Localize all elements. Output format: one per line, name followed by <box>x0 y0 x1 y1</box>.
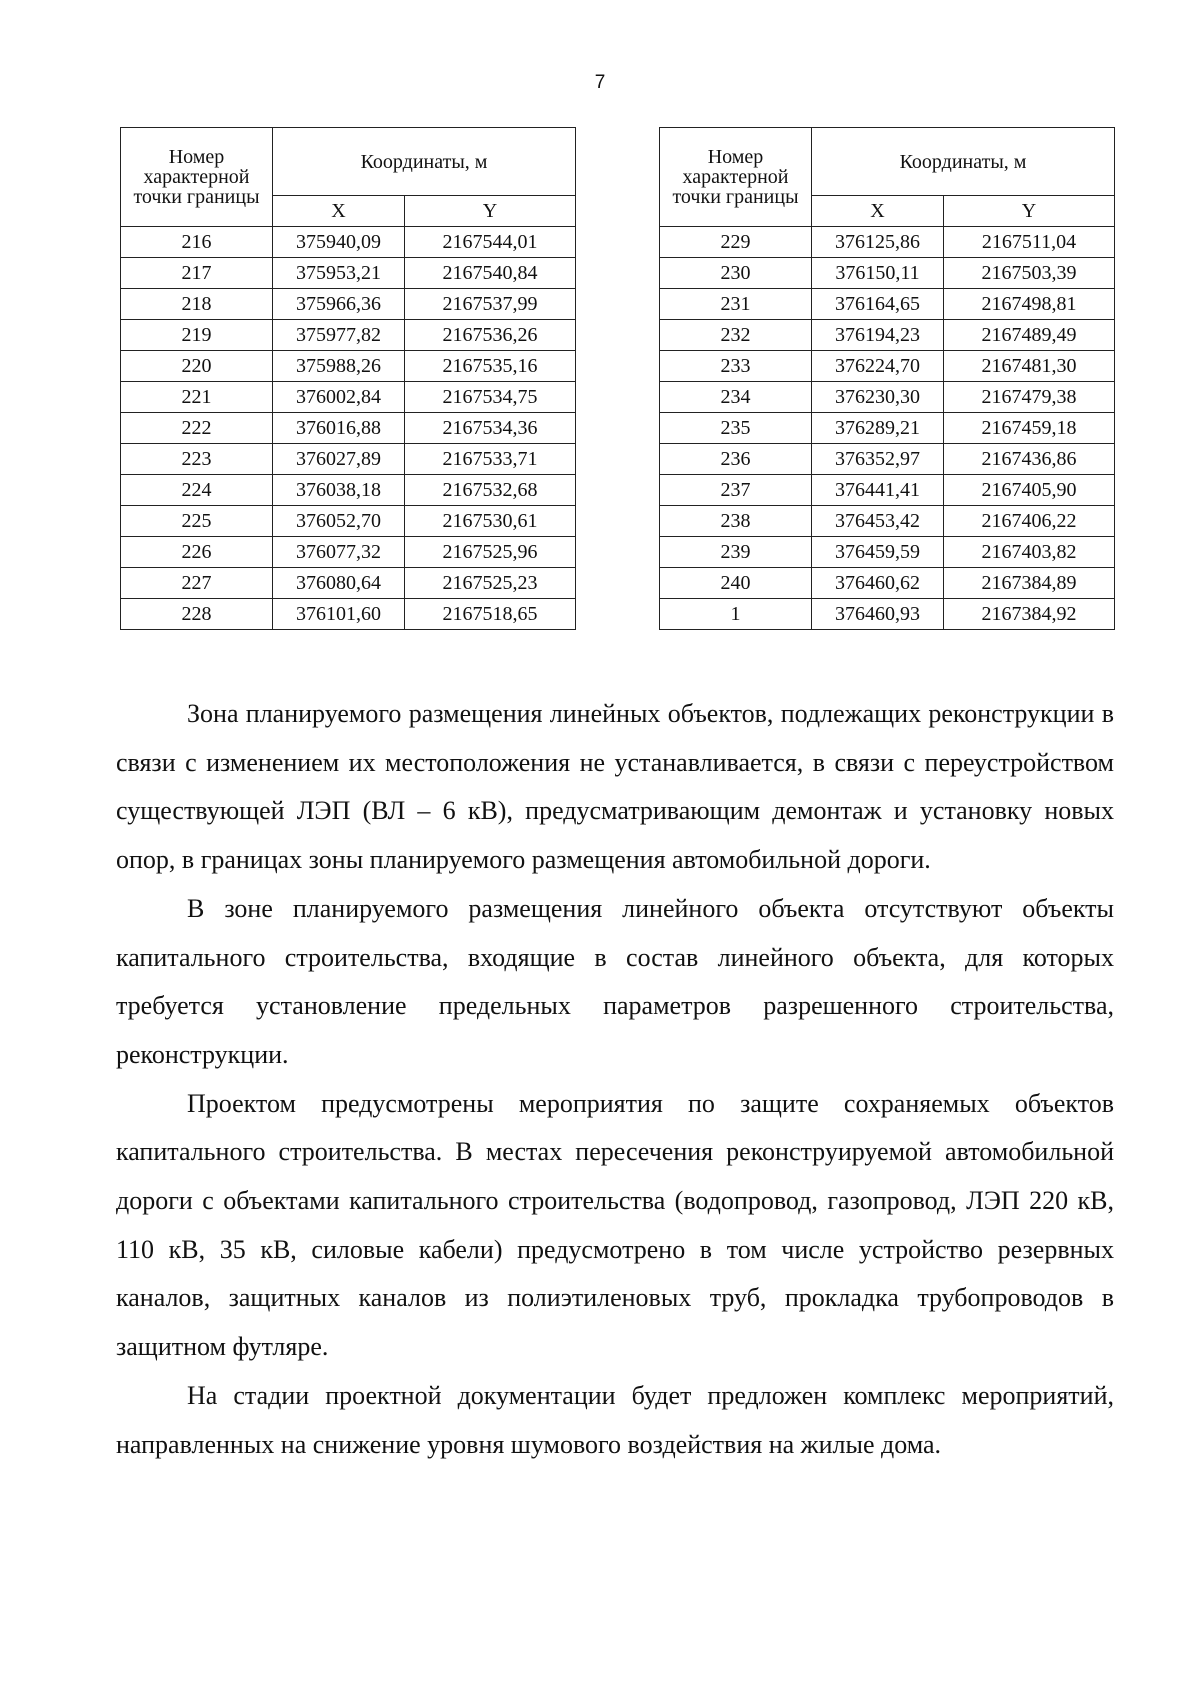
header-x: X <box>273 196 405 227</box>
point-number-cell: 217 <box>121 258 273 289</box>
header-coordinates: Координаты, м <box>812 128 1115 196</box>
y-coordinate-cell: 2167534,75 <box>405 382 576 413</box>
y-coordinate-cell: 2167384,89 <box>944 568 1115 599</box>
y-coordinate-cell: 2167511,04 <box>944 227 1115 258</box>
header-coordinates: Координаты, м <box>273 128 576 196</box>
table-row <box>121 444 576 475</box>
coordinates-table-right <box>659 127 1115 630</box>
table-row <box>121 599 576 630</box>
point-number-cell: 232 <box>660 320 812 351</box>
point-number-cell: 236 <box>660 444 812 475</box>
x-coordinate-cell: 376077,32 <box>273 537 405 568</box>
paragraph: Проектом предусмотрены мероприятия по защите сохраняемых объектов капитального строительства. В местах пересечения реконструируемой автомобильной дороги с объектами капитального строительства (водопровод, газопровод, ЛЭП 220 кВ, 110 кВ, 35 кВ, силовые кабели) предусмотрено в том числе устройство резервных каналов, защитных каналов из полиэтиленовых труб, прокладка трубопроводов в защитном футляре. <box>116 1088 1114 1362</box>
point-number-cell: 224 <box>121 475 273 506</box>
y-coordinate-cell: 2167532,68 <box>405 475 576 506</box>
point-number-cell: 230 <box>660 258 812 289</box>
paragraph: В зоне планируемого размещения линейного объекта отсутствуют объекты капитального строительства, входящие в состав линейного объекта, для которых требуется установление предельных параметров разрешенного строительства, реконструкции. <box>116 893 1114 1069</box>
point-number-cell: 226 <box>121 537 273 568</box>
table-row <box>121 506 576 537</box>
x-coordinate-cell: 375966,36 <box>273 289 405 320</box>
point-number-cell: 219 <box>121 320 273 351</box>
y-coordinate-cell: 2167384,92 <box>944 599 1115 630</box>
table-row <box>121 258 576 289</box>
y-coordinate-cell: 2167498,81 <box>944 289 1115 320</box>
table-row <box>660 413 1115 444</box>
table-row <box>121 537 576 568</box>
point-number-cell: 216 <box>121 227 273 258</box>
y-coordinate-cell: 2167533,71 <box>405 444 576 475</box>
x-coordinate-cell: 375977,82 <box>273 320 405 351</box>
table-row <box>121 320 576 351</box>
y-coordinate-cell: 2167403,82 <box>944 537 1115 568</box>
x-coordinate-cell: 375940,09 <box>273 227 405 258</box>
x-coordinate-cell: 376002,84 <box>273 382 405 413</box>
table-row <box>660 258 1115 289</box>
y-coordinate-cell: 2167518,65 <box>405 599 576 630</box>
table-row <box>121 475 576 506</box>
point-number-cell: 229 <box>660 227 812 258</box>
table-row <box>660 444 1115 475</box>
y-coordinate-cell: 2167459,18 <box>944 413 1115 444</box>
x-coordinate-cell: 376230,30 <box>812 382 944 413</box>
x-coordinate-cell: 375988,26 <box>273 351 405 382</box>
x-coordinate-cell: 376224,70 <box>812 351 944 382</box>
coordinates-table-left <box>120 127 576 630</box>
x-coordinate-cell: 376164,65 <box>812 289 944 320</box>
y-coordinate-cell: 2167530,61 <box>405 506 576 537</box>
table-row <box>121 289 576 320</box>
table-row <box>660 227 1115 258</box>
x-coordinate-cell: 376027,89 <box>273 444 405 475</box>
x-coordinate-cell: 376460,93 <box>812 599 944 630</box>
x-coordinate-cell: 376052,70 <box>273 506 405 537</box>
y-coordinate-cell: 2167525,23 <box>405 568 576 599</box>
y-coordinate-cell: 2167536,26 <box>405 320 576 351</box>
table-row <box>660 599 1115 630</box>
paragraph: На стадии проектной документации будет предложен комплекс мероприятий, направленных на снижение уровня шумового воздействия на жилые дома. <box>116 1380 1114 1459</box>
x-coordinate-cell: 376016,88 <box>273 413 405 444</box>
point-number-cell: 221 <box>121 382 273 413</box>
table-row <box>660 475 1115 506</box>
header-y: Y <box>944 196 1115 227</box>
y-coordinate-cell: 2167481,30 <box>944 351 1115 382</box>
x-coordinate-cell: 376289,21 <box>812 413 944 444</box>
point-number-cell: 227 <box>121 568 273 599</box>
x-coordinate-cell: 376194,23 <box>812 320 944 351</box>
table-row <box>121 351 576 382</box>
x-coordinate-cell: 376460,62 <box>812 568 944 599</box>
point-number-cell: 222 <box>121 413 273 444</box>
point-number-cell: 1 <box>660 599 812 630</box>
point-number-cell: 240 <box>660 568 812 599</box>
x-coordinate-cell: 376441,41 <box>812 475 944 506</box>
page-number: 7 <box>594 72 606 93</box>
table-row <box>660 320 1115 351</box>
point-number-cell: 220 <box>121 351 273 382</box>
y-coordinate-cell: 2167540,84 <box>405 258 576 289</box>
y-coordinate-cell: 2167479,38 <box>944 382 1115 413</box>
point-number-cell: 223 <box>121 444 273 475</box>
point-number-cell: 237 <box>660 475 812 506</box>
table-row <box>121 227 576 258</box>
y-coordinate-cell: 2167535,16 <box>405 351 576 382</box>
header-point-number: Номер характерной точки границы <box>660 128 812 227</box>
header-x: X <box>812 196 944 227</box>
y-coordinate-cell: 2167525,96 <box>405 537 576 568</box>
body-text <box>116 690 1114 1469</box>
y-coordinate-cell: 2167534,36 <box>405 413 576 444</box>
y-coordinate-cell: 2167544,01 <box>405 227 576 258</box>
table-row <box>121 568 576 599</box>
x-coordinate-cell: 376101,60 <box>273 599 405 630</box>
x-coordinate-cell: 375953,21 <box>273 258 405 289</box>
table-row <box>660 289 1115 320</box>
point-number-cell: 233 <box>660 351 812 382</box>
x-coordinate-cell: 376459,59 <box>812 537 944 568</box>
table-row <box>660 351 1115 382</box>
y-coordinate-cell: 2167436,86 <box>944 444 1115 475</box>
point-number-cell: 239 <box>660 537 812 568</box>
point-number-cell: 238 <box>660 506 812 537</box>
table-row <box>660 537 1115 568</box>
x-coordinate-cell: 376038,18 <box>273 475 405 506</box>
point-number-cell: 228 <box>121 599 273 630</box>
point-number-cell: 235 <box>660 413 812 444</box>
y-coordinate-cell: 2167406,22 <box>944 506 1115 537</box>
x-coordinate-cell: 376080,64 <box>273 568 405 599</box>
header-y: Y <box>405 196 576 227</box>
paragraph: Зона планируемого размещения линейных объектов, подлежащих реконструкции в связи с изменением их местоположения не устанавливается, в связи с переустройством существующей ЛЭП (ВЛ – 6 кВ), предусматривающим демонтаж и установку новых опор, в границах зоны планируемого размещения автомобильной дороги. <box>116 699 1114 875</box>
x-coordinate-cell: 376125,86 <box>812 227 944 258</box>
point-number-cell: 225 <box>121 506 273 537</box>
y-coordinate-cell: 2167503,39 <box>944 258 1115 289</box>
header-point-number: Номер характерной точки границы <box>121 128 273 227</box>
table-row <box>121 382 576 413</box>
table-row <box>121 413 576 444</box>
x-coordinate-cell: 376352,97 <box>812 444 944 475</box>
y-coordinate-cell: 2167537,99 <box>405 289 576 320</box>
point-number-cell: 234 <box>660 382 812 413</box>
y-coordinate-cell: 2167489,49 <box>944 320 1115 351</box>
x-coordinate-cell: 376453,42 <box>812 506 944 537</box>
y-coordinate-cell: 2167405,90 <box>944 475 1115 506</box>
table-row <box>660 382 1115 413</box>
table-row <box>660 568 1115 599</box>
x-coordinate-cell: 376150,11 <box>812 258 944 289</box>
point-number-cell: 218 <box>121 289 273 320</box>
point-number-cell: 231 <box>660 289 812 320</box>
table-row <box>660 506 1115 537</box>
